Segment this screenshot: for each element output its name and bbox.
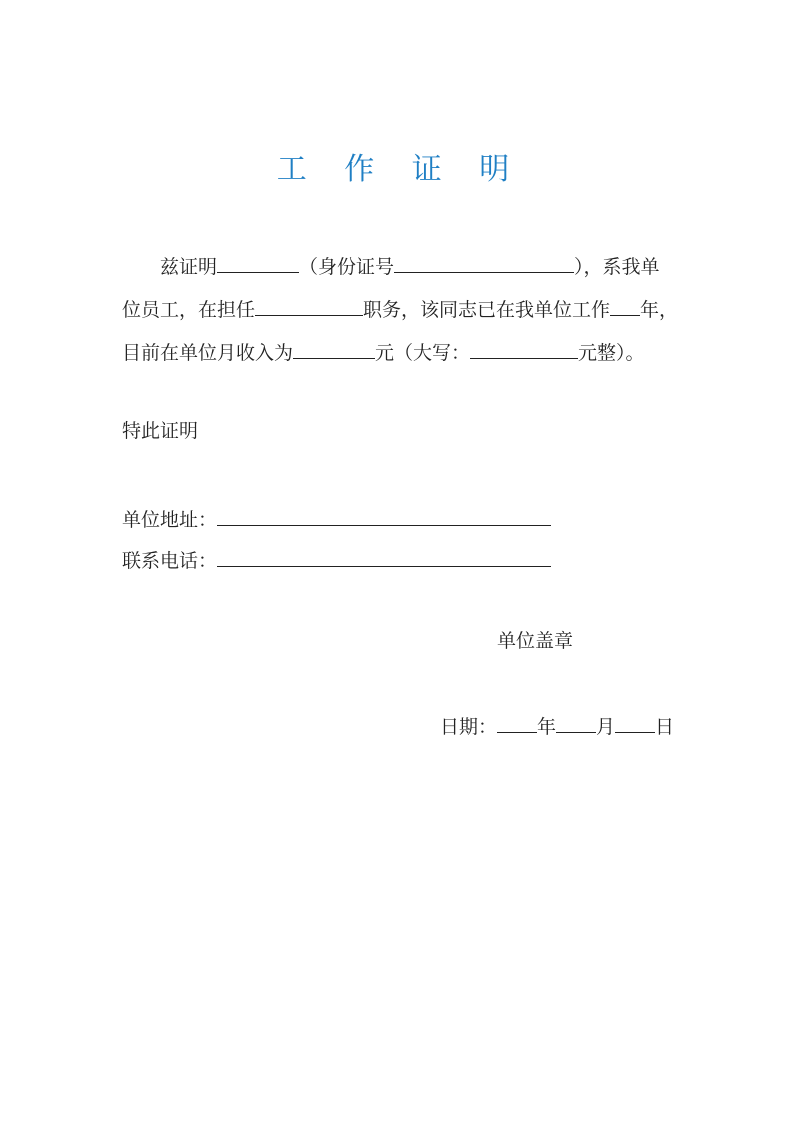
phone-label: 联系电话： <box>122 550 218 572</box>
date-year-label: 年 <box>537 716 557 738</box>
income-capital-blank[interactable] <box>470 338 578 359</box>
text-position: 位员工，在担任 <box>122 299 256 321</box>
date-row <box>440 712 674 740</box>
address-row <box>122 505 551 533</box>
date-day-label: 日 <box>655 716 675 738</box>
text-yuan-capital: 元（大写： <box>375 342 471 364</box>
text-income: 目前在单位月收入为 <box>122 342 294 364</box>
document-title: 工 作 证 明 <box>276 152 524 187</box>
closing-text: 特此证明 <box>122 420 199 442</box>
date-month-label: 月 <box>596 716 616 738</box>
date-day-blank[interactable] <box>615 712 655 733</box>
phone-blank[interactable] <box>217 546 551 567</box>
date-year-blank[interactable] <box>497 712 537 733</box>
text-id-open: （身份证号 <box>299 256 395 278</box>
address-label: 单位地址： <box>122 509 218 531</box>
position-blank[interactable] <box>255 295 363 316</box>
paragraph-line-1 <box>160 252 660 280</box>
seal-label: 单位盖章 <box>497 630 574 652</box>
paragraph-line-3 <box>122 338 645 366</box>
paragraph-line-2 <box>122 295 678 323</box>
text-year: 年， <box>640 299 679 321</box>
address-blank[interactable] <box>217 505 551 526</box>
years-blank[interactable] <box>610 295 640 316</box>
date-month-blank[interactable] <box>556 712 596 733</box>
phone-row <box>122 546 551 574</box>
name-blank[interactable] <box>217 252 299 273</box>
date-label: 日期： <box>440 716 498 738</box>
text-certify: 兹证明 <box>160 256 218 278</box>
text-duration: 职务，该同志已在我单位工作 <box>363 299 611 321</box>
id-number-blank[interactable] <box>394 252 574 273</box>
text-yuan-end: 元整）。 <box>578 342 645 364</box>
text-id-close: ），系我单 <box>574 256 660 278</box>
income-blank[interactable] <box>293 338 375 359</box>
